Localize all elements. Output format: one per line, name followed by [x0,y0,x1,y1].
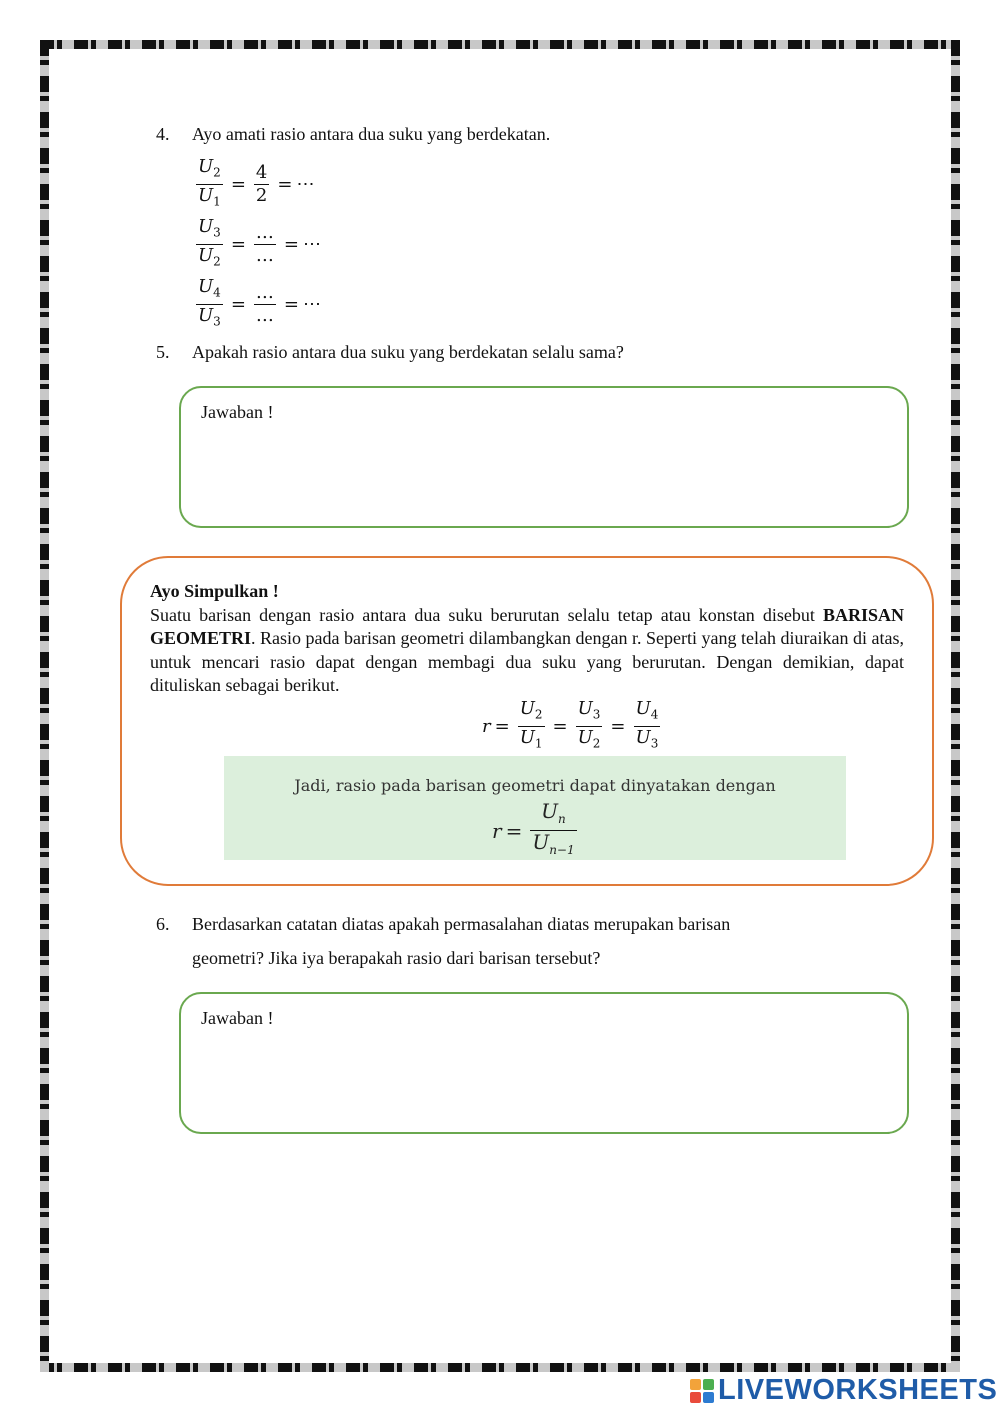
conclusion-text: Ayo Simpulkan ! Suatu barisan dengan rasio antara dua suku berurutan selalu tetap atau konstan disebut BARISAN GEOMETRI. Rasio pada barisan geometri dilambangkan dengan r. Seperti yang telah diuraikan di atas, untuk mencari rasio dapat dengan membagi dua suku yang berurutan. Dengan demikian, dapat dituliskan sebagai berikut. [150,581,904,695]
page-border-bottom [40,1363,960,1372]
question-text-line2: geometri? Jika iya berapakah rasio dari barisan tersebut? [192,948,601,968]
ratio-equation-3: $\frac{U_4}{U_3}$ = $\frac{\dots}{\dots}$ = ⋯ [192,276,321,332]
question-number: 6. [156,914,170,934]
question-text: Apakah rasio antara dua suku yang berdekatan selalu sama? [192,342,624,362]
fraction-blank: $\frac{\dots}{\dots}$ [255,281,274,326]
page-border-right [951,40,960,1372]
question-number: 5. [156,342,170,362]
fraction-blank: $\frac{\dots}{\dots}$ [255,221,274,266]
ratio-formula: r = $\frac{U_2}{U_1}$ = $\frac{U_3}{U_2}$ = $\frac{U_4}{U_3}$ [482,698,664,754]
liveworksheets-logo [690,1374,997,1407]
ratio-result: ⋯ [296,173,315,195]
answer-box-6[interactable] [179,992,909,1134]
liveworksheets-icon [690,1379,714,1403]
term-barisan-geometri: BARISAN GEOMETRI [150,604,904,648]
formula-note [224,756,846,860]
note-caption: Jadi, rasio pada barisan geometri dapat dinyatakan dengan [294,776,776,795]
question-number: 4. [156,124,170,144]
question-text: Ayo amati rasio antara dua suku yang berdekatan. [192,124,551,144]
ratio-equation-1: $\frac{U_2}{U_1}$ = $\frac{4}{2}$ = ⋯ [192,156,314,212]
answer-box-5[interactable] [179,386,909,528]
conclusion-heading: Ayo Simpulkan ! [150,581,279,601]
ratio-result: ⋯ [303,233,321,255]
ratio-result: ⋯ [303,293,321,315]
page-border-left [40,40,49,1372]
fraction: $\frac{U_4}{U_3}$ [196,276,223,332]
question-text-line1: Berdasarkan catatan diatas apakah permasalahan diatas merupakan barisan [192,914,731,934]
answer-label: Jawaban ! [201,1008,274,1028]
logo-text: LIVEWORKSHEETS [718,1374,998,1406]
ratio-equation-2: $\frac{U_3}{U_2}$ = $\frac{\dots}{\dots}$ = ⋯ [192,216,321,272]
fraction: $\frac{U_3}{U_2}$ [196,216,223,272]
fraction-value: $\frac{4}{2}$ [255,161,268,206]
page-border-top [40,40,960,49]
answer-label: Jawaban ! [201,402,274,422]
fraction: $\frac{U_2}{U_1}$ [196,156,223,212]
conclusion-box [120,556,934,886]
general-ratio-formula: r = $\frac{U_n}{U_{n-1}}$ [492,800,581,861]
